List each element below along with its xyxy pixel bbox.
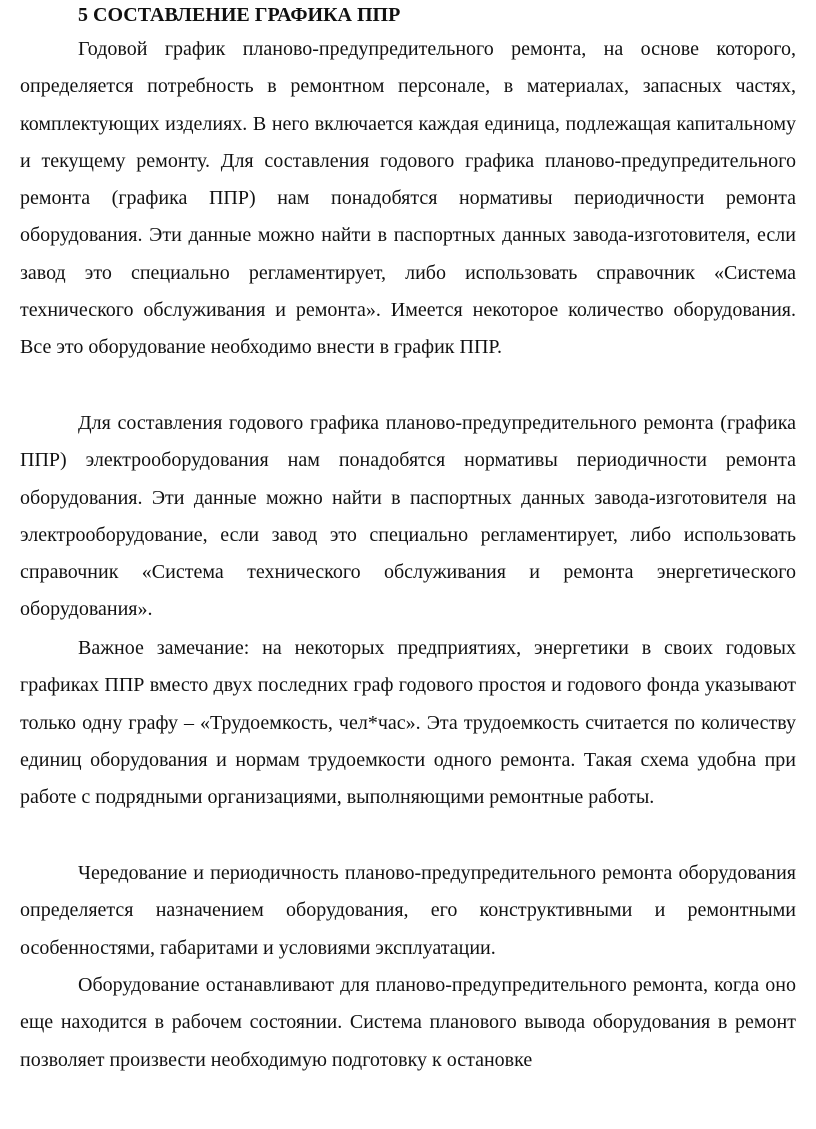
paragraph: Важное замечание: на некоторых предприятиях, энергетики в своих годовых графиках ППР вместо двух последних граф годового простоя и годового фонда указывают только одну графу – «Трудоемкость, чел*час». Эта трудоемкость считается по количеству единиц оборудования и нормам трудоемкости одного ремонта. Такая схема удобна при работе с подрядными организациями, выполняющими ремонтные работы. [20, 637, 796, 809]
section-heading: 5 СОСТАВЛЕНИЕ ГРАФИКА ППР [78, 4, 401, 26]
paragraph: Для составления годового графика планово-предупредительного ремонта (графика ППР) электрооборудования нам понадобятся нормативы периодичности ремонта оборудования. Эти данные можно найти в паспортных данных завода-изготовителя на электрооборудование, если завод это специально регламентирует, либо использовать справочник «Система технического обслуживания и ремонта энергетического оборудования». [20, 412, 796, 621]
paragraph: Годовой график планово-предупредительного ремонта, на основе которого, определяется потребность в ремонтном персонале, в материалах, запасных частях, комплектующих изделиях. В него включается каждая единица, подлежащая капитальному и текущему ремонту. Для составления годового графика планово-предупредительного ремонта (графика ППР) нам понадобятся нормативы периодичности ремонта оборудования. Эти данные можно найти в паспортных данных завода-изготовителя, если завод это специально регламентирует, либо использовать справочник «Система технического обслуживания и ремонта». Имеется некоторое количество оборудования. Все это оборудование необходимо внести в график ППР. [20, 38, 796, 359]
paragraph: Чередование и периодичность планово-предупредительного ремонта оборудования определяется назначением оборудования, его конструктивными и ремонтными особенностями, габаритами и условиями эксплуатации. [20, 862, 796, 959]
paragraph: Оборудование останавливают для планово-предупредительного ремонта, когда оно еще находится в рабочем состоянии. Система планового вывода оборудования в ремонт позволяет произвести необходимую подготовку к остановке [20, 974, 796, 1071]
